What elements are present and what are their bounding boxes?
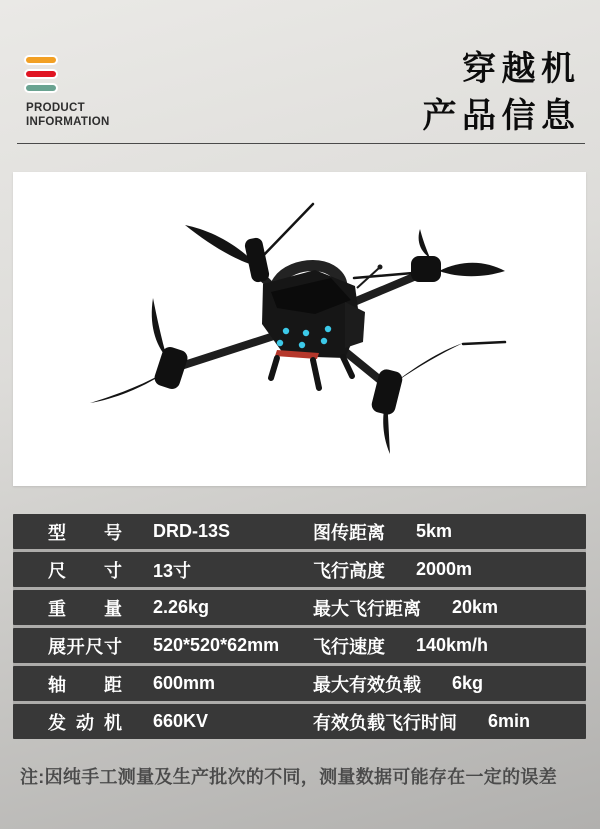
spec-value: 520*520*62mm xyxy=(153,635,280,655)
spec-value: 2.26kg xyxy=(153,597,210,617)
drone-landing-legs xyxy=(271,357,352,388)
spec-label: 飞行高度 xyxy=(313,560,385,581)
logo-bar-orange-icon xyxy=(26,57,56,63)
spec-value: 6kg xyxy=(452,673,484,693)
spec-label: 型号 xyxy=(48,522,122,543)
spec-label: 有效负载飞行时间 xyxy=(313,712,457,733)
page-title xyxy=(422,46,581,140)
spec-row-wheelbase xyxy=(13,666,586,701)
spec-label: 飞行速度 xyxy=(313,636,385,657)
page-title-line2: 产品信息 xyxy=(422,97,581,135)
spec-value: 20km xyxy=(452,597,499,617)
header-divider xyxy=(17,143,585,144)
spec-value: 600mm xyxy=(153,673,216,693)
measurement-disclaimer: 注:因纯手工测量及生产批次的不同，测量数据可能存在一定的误差 xyxy=(20,767,557,787)
spec-label: 尺寸 xyxy=(48,560,122,581)
spec-row-model xyxy=(13,514,586,549)
drone-photo-icon xyxy=(13,172,586,486)
spec-label: 重量 xyxy=(48,598,122,619)
logo-caption-line2: INFORMATION xyxy=(26,115,110,128)
spec-value: 5km xyxy=(416,521,453,541)
spec-label: 发动机 xyxy=(48,712,122,733)
product-image-panel xyxy=(13,172,586,486)
spec-value: 6min xyxy=(488,711,531,731)
spec-label: 最大飞行距离 xyxy=(313,598,421,619)
spec-label: 图传距离 xyxy=(313,522,385,543)
spec-value: 2000m xyxy=(416,559,473,579)
spec-label: 展开尺寸 xyxy=(48,636,122,657)
logo-bar-red-icon xyxy=(26,71,56,77)
spec-row-motor xyxy=(13,704,586,739)
spec-value: DRD-13S xyxy=(153,521,231,541)
spec-table xyxy=(13,514,586,739)
logo-bar-teal-icon xyxy=(26,85,56,91)
brand-logo xyxy=(26,57,110,129)
page-title-line1: 穿越机 xyxy=(462,50,581,88)
spec-label: 轴距 xyxy=(48,674,122,695)
spec-value: 140km/h xyxy=(416,635,489,655)
logo-caption xyxy=(26,102,110,129)
spec-row-weight xyxy=(13,590,586,625)
spec-value: 660KV xyxy=(153,711,209,731)
spec-value: 13寸 xyxy=(153,560,192,581)
spec-label: 最大有效负载 xyxy=(313,674,421,695)
spec-row-size xyxy=(13,552,586,587)
spec-row-unfolded-size xyxy=(13,628,586,663)
logo-caption-line1: PRODUCT xyxy=(26,102,85,114)
